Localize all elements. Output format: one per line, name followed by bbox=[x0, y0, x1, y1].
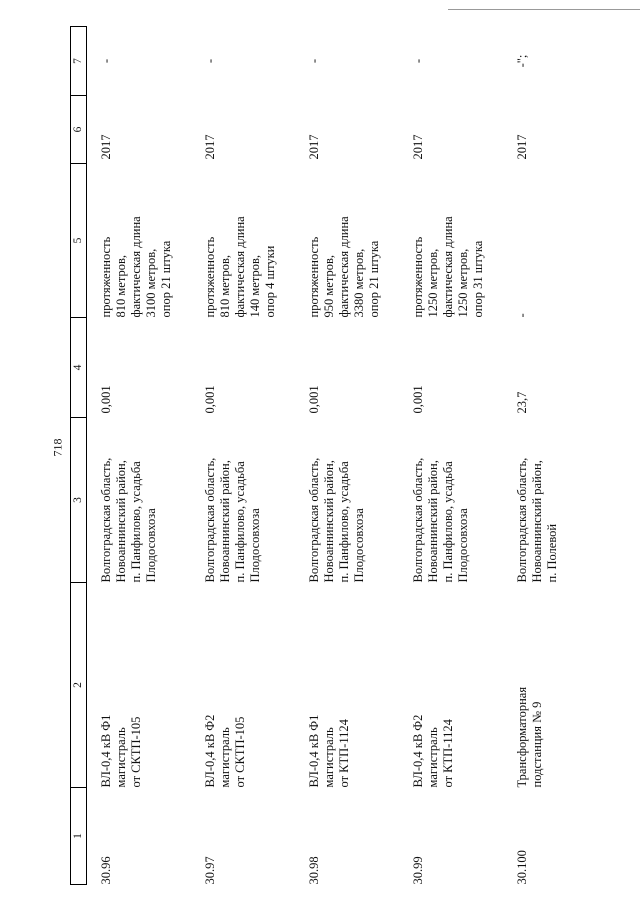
col-header-2: 2 bbox=[71, 583, 87, 788]
address: Волгоградская область, Новоаннинский район, п. Панфилово, усадьба Плодосовхоза bbox=[307, 457, 366, 583]
note: -"; bbox=[515, 54, 529, 68]
row-number: 30.96 bbox=[99, 856, 113, 885]
object-name: ВЛ-0,4 кВ Ф2 магистраль от КТП-1124 bbox=[411, 714, 455, 788]
note: - bbox=[203, 58, 217, 64]
row-number: 30.99 bbox=[411, 856, 425, 885]
characteristics: протяженность 810 метров, фактическая длина 140 метров, опор 4 штуки bbox=[203, 216, 277, 318]
object-name: Трансформаторная подстанция № 9 bbox=[515, 686, 544, 788]
col-header-1: 1 bbox=[71, 788, 87, 885]
table-row bbox=[295, 27, 399, 885]
address: Волгоградская область, Новоаннинский район, п. Панфилово, усадьба Плодосовхоза bbox=[99, 457, 158, 583]
rotated-sheet bbox=[70, 25, 610, 885]
col-header-5: 5 bbox=[71, 164, 87, 318]
value: 23,7 bbox=[515, 391, 529, 414]
row-number: 30.100 bbox=[515, 850, 529, 885]
value: 0,001 bbox=[307, 385, 321, 414]
top-rule bbox=[448, 9, 640, 10]
year: 2017 bbox=[411, 134, 425, 160]
table-row bbox=[399, 27, 503, 885]
col-header-6: 6 bbox=[71, 96, 87, 164]
value: 0,001 bbox=[203, 385, 217, 414]
page-number: 718 bbox=[50, 438, 65, 457]
col-header-4: 4 bbox=[71, 318, 87, 418]
note: - bbox=[411, 58, 425, 64]
row-number: 30.98 bbox=[307, 856, 321, 885]
value: 0,001 bbox=[99, 385, 113, 414]
header-row bbox=[71, 27, 87, 885]
address: Волгоградская область, Новоаннинский район, п. Панфилово, усадьба Плодосовхоза bbox=[411, 457, 470, 583]
year: 2017 bbox=[99, 134, 113, 160]
table-row bbox=[191, 27, 295, 885]
col-header-3: 3 bbox=[71, 418, 87, 583]
col-header-7: 7 bbox=[71, 27, 87, 96]
object-name: ВЛ-0,4 кВ Ф1 магистраль от СКТП-105 bbox=[99, 714, 143, 788]
value: 0,001 bbox=[411, 385, 425, 414]
assets-table bbox=[70, 26, 607, 885]
note: - bbox=[99, 58, 113, 64]
note: - bbox=[307, 58, 321, 64]
table-row bbox=[87, 27, 192, 885]
year: 2017 bbox=[307, 134, 321, 160]
characteristics: протяженность 1250 метров, фактическая длина 1250 метров, опор 31 штука bbox=[411, 216, 485, 318]
table-row bbox=[503, 27, 607, 885]
object-name: ВЛ-0,4 кВ Ф2 магистраль от СКТП-105 bbox=[203, 714, 247, 788]
address: Волгоградская область, Новоаннинский район, п. Панфилово, усадьба Плодосовхоза bbox=[203, 457, 262, 583]
year: 2017 bbox=[515, 134, 529, 160]
address: Волгоградская область, Новоаннинский район, п. Полевой bbox=[515, 457, 559, 583]
object-name: ВЛ-0,4 кВ Ф1 магистраль от КТП-1124 bbox=[307, 714, 351, 788]
row-number: 30.97 bbox=[203, 856, 217, 885]
year: 2017 bbox=[203, 134, 217, 160]
characteristics: протяженность 950 метров, фактическая длина 3380 метров, опор 21 штука bbox=[307, 216, 381, 318]
characteristics: - bbox=[515, 313, 529, 318]
characteristics: протяженность 810 метров, фактическая длина 3100 метров, опор 21 штука bbox=[99, 216, 173, 318]
